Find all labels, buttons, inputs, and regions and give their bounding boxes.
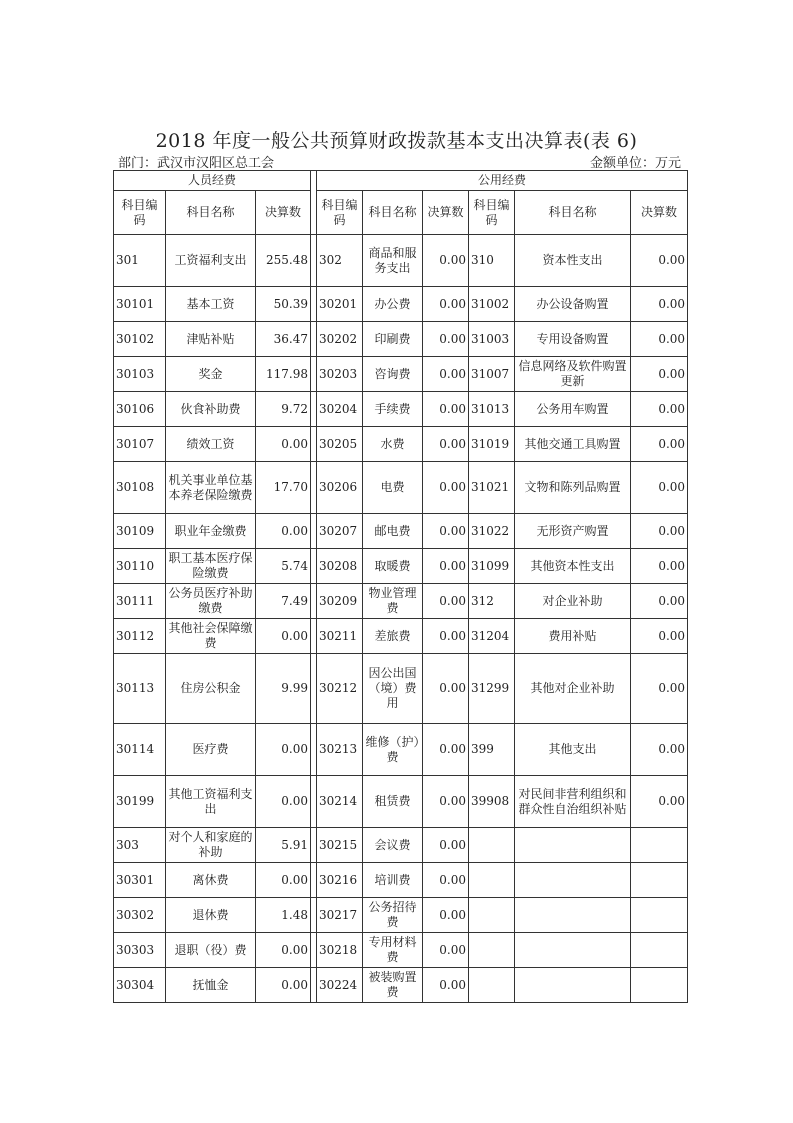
table-row [114, 357, 688, 392]
personnel-amount: 9.99 [256, 654, 311, 724]
capital-name: 对企业补助 [515, 584, 631, 619]
public-amount: 0.00 [423, 584, 469, 619]
capital-code: 31003 [469, 322, 515, 357]
table-row [114, 968, 688, 1003]
table-row [114, 287, 688, 322]
group-header-row [114, 171, 688, 191]
personnel-name: 基本工资 [166, 287, 256, 322]
personnel-code: 30302 [114, 898, 166, 933]
public-amount: 0.00 [423, 863, 469, 898]
table-row [114, 724, 688, 776]
public-name: 租赁费 [363, 776, 423, 828]
capital-code: 399 [469, 724, 515, 776]
header-name: 科目名称 [515, 191, 631, 235]
capital-code: 31019 [469, 427, 515, 462]
personnel-name: 职工基本医疗保险缴费 [166, 549, 256, 584]
public-name: 维修（护）费 [363, 724, 423, 776]
public-code: 30207 [317, 514, 363, 549]
personnel-name: 伙食补助费 [166, 392, 256, 427]
capital-amount: 0.00 [631, 619, 688, 654]
personnel-code: 30107 [114, 427, 166, 462]
capital-name: 文物和陈列品购置 [515, 462, 631, 514]
public-name: 水费 [363, 427, 423, 462]
personnel-amount: 0.00 [256, 863, 311, 898]
personnel-amount: 36.47 [256, 322, 311, 357]
public-amount: 0.00 [423, 828, 469, 863]
personnel-name: 抚恤金 [166, 968, 256, 1003]
public-code: 30203 [317, 357, 363, 392]
capital-amount [631, 933, 688, 968]
header-name: 科目名称 [363, 191, 423, 235]
personnel-amount: 255.48 [256, 235, 311, 287]
capital-amount: 0.00 [631, 287, 688, 322]
capital-name: 资本性支出 [515, 235, 631, 287]
personnel-amount: 1.48 [256, 898, 311, 933]
public-code: 30211 [317, 619, 363, 654]
capital-code: 39908 [469, 776, 515, 828]
public-amount: 0.00 [423, 462, 469, 514]
header-amount: 决算数 [423, 191, 469, 235]
capital-code [469, 863, 515, 898]
personnel-code: 301 [114, 235, 166, 287]
capital-code: 31022 [469, 514, 515, 549]
capital-amount: 0.00 [631, 776, 688, 828]
capital-name [515, 863, 631, 898]
table-row [114, 514, 688, 549]
personnel-amount: 17.70 [256, 462, 311, 514]
public-amount: 0.00 [423, 776, 469, 828]
public-code: 30224 [317, 968, 363, 1003]
capital-name: 专用设备购置 [515, 322, 631, 357]
public-name: 商品和服务支出 [363, 235, 423, 287]
capital-code: 31299 [469, 654, 515, 724]
public-amount: 0.00 [423, 619, 469, 654]
public-amount: 0.00 [423, 427, 469, 462]
capital-name: 无形资产购置 [515, 514, 631, 549]
group-public: 公用经费 [317, 171, 688, 191]
public-amount: 0.00 [423, 357, 469, 392]
capital-name [515, 898, 631, 933]
personnel-code: 30199 [114, 776, 166, 828]
public-code: 30214 [317, 776, 363, 828]
capital-amount: 0.00 [631, 584, 688, 619]
capital-code: 31099 [469, 549, 515, 584]
table-row [114, 776, 688, 828]
capital-name: 办公设备购置 [515, 287, 631, 322]
personnel-amount: 0.00 [256, 933, 311, 968]
public-code: 30209 [317, 584, 363, 619]
personnel-name: 退职（役）费 [166, 933, 256, 968]
personnel-amount: 0.00 [256, 776, 311, 828]
group-personnel: 人员经费 [114, 171, 311, 191]
public-name: 差旅费 [363, 619, 423, 654]
capital-amount: 0.00 [631, 724, 688, 776]
personnel-code: 30112 [114, 619, 166, 654]
capital-amount [631, 863, 688, 898]
personnel-code: 30304 [114, 968, 166, 1003]
personnel-name: 公务员医疗补助缴费 [166, 584, 256, 619]
capital-code: 31007 [469, 357, 515, 392]
personnel-name: 机关事业单位基本养老保险缴费 [166, 462, 256, 514]
personnel-name: 津贴补贴 [166, 322, 256, 357]
unit-label: 金额单位：万元 [589, 156, 681, 171]
public-code: 30205 [317, 427, 363, 462]
personnel-name: 绩效工资 [166, 427, 256, 462]
capital-code [469, 933, 515, 968]
table-row [114, 392, 688, 427]
personnel-code: 30102 [114, 322, 166, 357]
public-amount: 0.00 [423, 933, 469, 968]
personnel-code: 30101 [114, 287, 166, 322]
public-amount: 0.00 [423, 235, 469, 287]
capital-name: 费用补贴 [515, 619, 631, 654]
header-amount: 决算数 [256, 191, 311, 235]
public-code: 30208 [317, 549, 363, 584]
personnel-code: 30114 [114, 724, 166, 776]
personnel-amount: 117.98 [256, 357, 311, 392]
capital-code: 31002 [469, 287, 515, 322]
capital-code: 31021 [469, 462, 515, 514]
public-code: 30206 [317, 462, 363, 514]
capital-code: 312 [469, 584, 515, 619]
public-code: 30218 [317, 933, 363, 968]
personnel-code: 30301 [114, 863, 166, 898]
capital-name [515, 968, 631, 1003]
public-name: 被装购置费 [363, 968, 423, 1003]
personnel-code: 30110 [114, 549, 166, 584]
table-row [114, 322, 688, 357]
table-row [114, 462, 688, 514]
capital-code: 310 [469, 235, 515, 287]
public-code: 30216 [317, 863, 363, 898]
capital-amount: 0.00 [631, 654, 688, 724]
personnel-amount: 5.91 [256, 828, 311, 863]
personnel-name: 职业年金缴费 [166, 514, 256, 549]
personnel-name: 对个人和家庭的补助 [166, 828, 256, 863]
public-code: 30212 [317, 654, 363, 724]
personnel-amount: 0.00 [256, 968, 311, 1003]
header-code: 科目编码 [469, 191, 515, 235]
personnel-amount: 0.00 [256, 619, 311, 654]
capital-name: 信息网络及软件购置更新 [515, 357, 631, 392]
public-code: 30215 [317, 828, 363, 863]
public-amount: 0.00 [423, 898, 469, 933]
public-amount: 0.00 [423, 514, 469, 549]
personnel-name: 其他社会保障缴费 [166, 619, 256, 654]
public-name: 会议费 [363, 828, 423, 863]
personnel-amount: 0.00 [256, 427, 311, 462]
capital-amount: 0.00 [631, 392, 688, 427]
capital-amount: 0.00 [631, 462, 688, 514]
table-row [114, 584, 688, 619]
department-label: 部门：武汉市汉阳区总工会 [118, 156, 275, 171]
public-amount: 0.00 [423, 968, 469, 1003]
personnel-code: 30106 [114, 392, 166, 427]
personnel-code: 30109 [114, 514, 166, 549]
public-name: 专用材料费 [363, 933, 423, 968]
public-amount: 0.00 [423, 392, 469, 427]
public-amount: 0.00 [423, 549, 469, 584]
capital-amount: 0.00 [631, 357, 688, 392]
personnel-amount: 7.49 [256, 584, 311, 619]
header-name: 科目名称 [166, 191, 256, 235]
personnel-code: 30108 [114, 462, 166, 514]
public-amount: 0.00 [423, 287, 469, 322]
public-name: 邮电费 [363, 514, 423, 549]
capital-amount: 0.00 [631, 322, 688, 357]
capital-name: 对民间非营利组织和群众性自治组织补贴 [515, 776, 631, 828]
personnel-code: 30111 [114, 584, 166, 619]
table-row [114, 933, 688, 968]
public-name: 物业管理费 [363, 584, 423, 619]
column-header-row [114, 191, 688, 235]
capital-amount: 0.00 [631, 549, 688, 584]
public-code: 302 [317, 235, 363, 287]
capital-name: 其他支出 [515, 724, 631, 776]
public-code: 30202 [317, 322, 363, 357]
personnel-amount: 9.72 [256, 392, 311, 427]
capital-amount: 0.00 [631, 427, 688, 462]
table-row [114, 863, 688, 898]
personnel-amount: 5.74 [256, 549, 311, 584]
personnel-code: 30113 [114, 654, 166, 724]
capital-amount: 0.00 [631, 514, 688, 549]
table-row [114, 828, 688, 863]
capital-code: 31204 [469, 619, 515, 654]
capital-code [469, 898, 515, 933]
public-name: 培训费 [363, 863, 423, 898]
public-amount: 0.00 [423, 724, 469, 776]
public-name: 公务招待费 [363, 898, 423, 933]
header-code: 科目编码 [114, 191, 166, 235]
page-title: 2018 年度一般公共预算财政拨款基本支出决算表(表 6) [155, 130, 638, 152]
capital-name: 其他对企业补助 [515, 654, 631, 724]
capital-name [515, 933, 631, 968]
capital-amount [631, 898, 688, 933]
public-name: 手续费 [363, 392, 423, 427]
capital-code: 31013 [469, 392, 515, 427]
table-row [114, 235, 688, 287]
public-name: 因公出国（境）费用 [363, 654, 423, 724]
header-amount: 决算数 [631, 191, 688, 235]
public-name: 印刷费 [363, 322, 423, 357]
table-row [114, 619, 688, 654]
personnel-name: 奖金 [166, 357, 256, 392]
capital-name: 公务用车购置 [515, 392, 631, 427]
public-amount: 0.00 [423, 654, 469, 724]
expenditure-table [113, 170, 688, 1003]
capital-amount: 0.00 [631, 235, 688, 287]
public-code: 30217 [317, 898, 363, 933]
public-name: 办公费 [363, 287, 423, 322]
table-row [114, 898, 688, 933]
capital-amount [631, 828, 688, 863]
capital-amount [631, 968, 688, 1003]
personnel-amount: 0.00 [256, 514, 311, 549]
personnel-name: 工资福利支出 [166, 235, 256, 287]
table-row [114, 654, 688, 724]
personnel-amount: 0.00 [256, 724, 311, 776]
personnel-code: 303 [114, 828, 166, 863]
personnel-name: 离休费 [166, 863, 256, 898]
public-amount: 0.00 [423, 322, 469, 357]
table-row [114, 427, 688, 462]
capital-code [469, 828, 515, 863]
personnel-name: 住房公积金 [166, 654, 256, 724]
public-code: 30213 [317, 724, 363, 776]
capital-name [515, 828, 631, 863]
personnel-amount: 50.39 [256, 287, 311, 322]
public-name: 电费 [363, 462, 423, 514]
capital-name: 其他交通工具购置 [515, 427, 631, 462]
header-code: 科目编码 [317, 191, 363, 235]
public-name: 取暖费 [363, 549, 423, 584]
personnel-code: 30303 [114, 933, 166, 968]
capital-code [469, 968, 515, 1003]
public-name: 咨询费 [363, 357, 423, 392]
public-code: 30201 [317, 287, 363, 322]
table-row [114, 549, 688, 584]
personnel-name: 退休费 [166, 898, 256, 933]
personnel-code: 30103 [114, 357, 166, 392]
personnel-name: 医疗费 [166, 724, 256, 776]
capital-name: 其他资本性支出 [515, 549, 631, 584]
public-code: 30204 [317, 392, 363, 427]
personnel-name: 其他工资福利支出 [166, 776, 256, 828]
